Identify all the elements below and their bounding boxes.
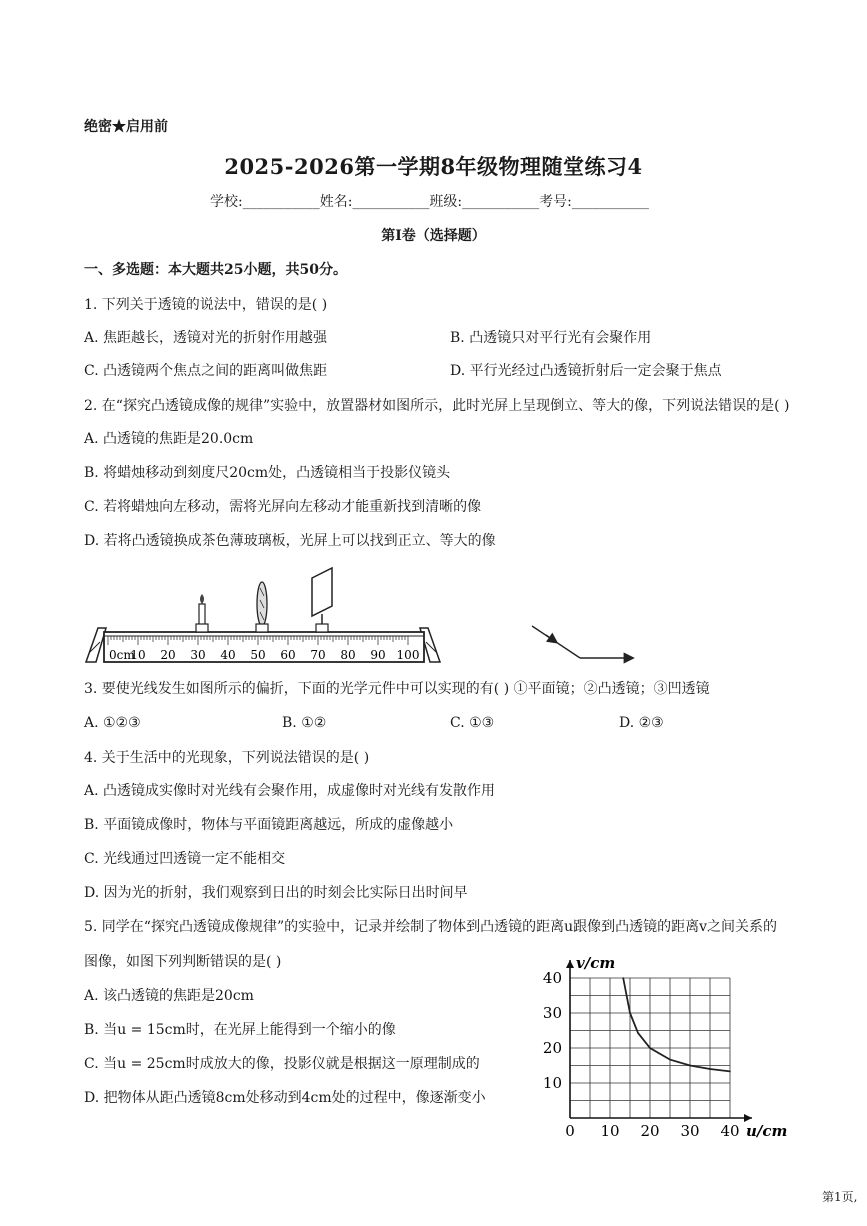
section-heading: 一、多选题：本大题共25小题，共50分。 [84, 262, 347, 278]
x-tick-label: 40 [720, 1122, 740, 1140]
q4-option-b: B. 平面镜成像时，物体与平面镜距离越远，所成的虚像越小 [84, 817, 454, 833]
flame-icon [200, 594, 204, 604]
chart-point [629, 1012, 631, 1014]
q5-option-a: A. 该凸透镜的焦距是20cm [84, 988, 254, 1004]
chart-points [622, 977, 730, 1072]
ruler-label: 20 [160, 648, 176, 662]
q3-option-c: C. ①③ [450, 715, 495, 731]
q2-stem: 2. 在“探究凸透镜成像的规律”实验中，放置器材如图所示，此时光屏上呈现倒立、等大的像，下列说法错误的是( ) [84, 398, 790, 414]
chart-point [649, 1047, 651, 1049]
q1-stem: 1. 下列关于透镜的说法中，错误的是( ) [84, 297, 328, 313]
x-tick-label: 30 [680, 1122, 700, 1140]
ruler-label: 90 [370, 648, 386, 662]
q5-option-d: D. 把物体从距凸透镜8cm处移动到4cm处的过程中，像逐渐变小 [84, 1090, 486, 1106]
q3-stem: 3. 要使光线发生如图所示的偏折，下面的光学元件中可以实现的有( ) ①平面镜；②凸透镜；③凹透镜 [84, 681, 710, 697]
q5-stem-line1: 5. 同学在“探究凸透镜成像规律”的实验中，记录并绘制了物体到凸透镜的距离u跟像到凸透镜的距离v之间关系的 [84, 919, 778, 935]
ruler-label: 50 [250, 648, 266, 662]
q4-stem: 4. 关于生活中的光现象，下列说法错误的是( ) [84, 750, 370, 766]
q1-option-a: A. 焦距越长，透镜对光的折射作用越强 [84, 330, 328, 346]
volume-heading: 第I卷（选择题） [381, 228, 486, 244]
q1-option-c: C. 凸透镜两个焦点之间的距离叫做焦距 [84, 363, 328, 379]
chart-point [689, 1065, 691, 1067]
q4-option-a: A. 凸透镜成实像时对光线有会聚作用，成虚像时对光线有发散作用 [84, 783, 496, 799]
page-number: 第1页, [822, 1190, 858, 1204]
candle [196, 594, 208, 632]
x-axis-label: u/cm [746, 1122, 788, 1140]
ruler-label: 10 [130, 648, 146, 662]
x-tick-label: 20 [640, 1122, 660, 1140]
q2-option-d: D. 若将凸透镜换成茶色薄玻璃板，光屏上可以找到正立、等大的像 [84, 533, 496, 549]
x-tick-labels [565, 1122, 739, 1140]
y-tick-label: 30 [542, 1004, 562, 1022]
q5-option-c: C. 当u = 25cm时成放大的像，投影仪就是根据这一原理制成的 [84, 1056, 480, 1072]
ruler-label: 80 [340, 648, 356, 662]
x-tick-label: 0 [565, 1122, 575, 1140]
q2-option-c: C. 若将蜡烛向左移动，需将光屏向左移动才能重新找到清晰的像 [84, 499, 482, 515]
chart-point [622, 977, 624, 979]
y-tick-labels [543, 969, 562, 1092]
ruler-label: 0cm [109, 648, 135, 662]
q4-option-d: D. 因为光的折射，我们观察到日出的时刻会比实际日出时间早 [84, 885, 468, 901]
ruler-label: 100 [396, 648, 420, 662]
ruler-label: 30 [190, 648, 206, 662]
y-tick-label: 20 [542, 1039, 562, 1057]
chart-point [637, 1032, 639, 1034]
y-tick-label: 10 [542, 1074, 562, 1092]
page-title: 2025-2026第一学期8年级物理随堂练习4 [224, 154, 643, 179]
deflected-ray-figure [528, 620, 638, 670]
q1-option-b: B. 凸透镜只对平行光有会聚作用 [450, 330, 652, 346]
q5-option-b: B. 当u = 15cm时，在光屏上能得到一个缩小的像 [84, 1022, 396, 1038]
convex-lens [256, 582, 268, 632]
q2-option-a: A. 凸透镜的焦距是20.0cm [84, 431, 254, 447]
chart-series-line [623, 978, 730, 1071]
chart-axes [566, 960, 752, 1122]
q2-option-b: B. 将蜡烛移动到刻度尺20cm处，凸透镜相当于投影仪镜头 [84, 465, 451, 481]
y-tick-label: 40 [542, 969, 562, 987]
y-axis-arrow-icon [566, 960, 574, 968]
q1-option-d: D. 平行光经过凸透镜折射后一定会聚于焦点 [450, 363, 722, 379]
x-axis-arrow-icon [744, 1114, 752, 1122]
q5-stem-line2: 图像，如图下列判断错误的是( ) [84, 954, 282, 970]
student-info-line: 学校:___________姓名:___________班级:___________考号:___________ [210, 194, 649, 210]
x-tick-label: 10 [600, 1122, 620, 1140]
uv-chart [530, 948, 790, 1143]
incident-arrow-icon [546, 635, 556, 642]
optical-bench-figure [84, 566, 444, 670]
ruler-label: 70 [310, 648, 326, 662]
q3-option-a: A. ①②③ [84, 715, 141, 731]
q4-option-c: C. 光线通过凹透镜一定不能相交 [84, 851, 286, 867]
secret-label: 绝密★启用前 [84, 119, 168, 135]
ruler-label: 60 [280, 648, 296, 662]
chart-point [669, 1059, 671, 1061]
light-screen [312, 568, 332, 632]
q3-option-d: D. ②③ [619, 715, 664, 731]
chart-point [709, 1068, 711, 1070]
ruler-label: 40 [220, 648, 236, 662]
y-axis-label: v/cm [576, 954, 616, 972]
bench-left-foot [86, 628, 106, 662]
q3-option-b: B. ①② [282, 715, 327, 731]
chart-point [729, 1071, 731, 1073]
